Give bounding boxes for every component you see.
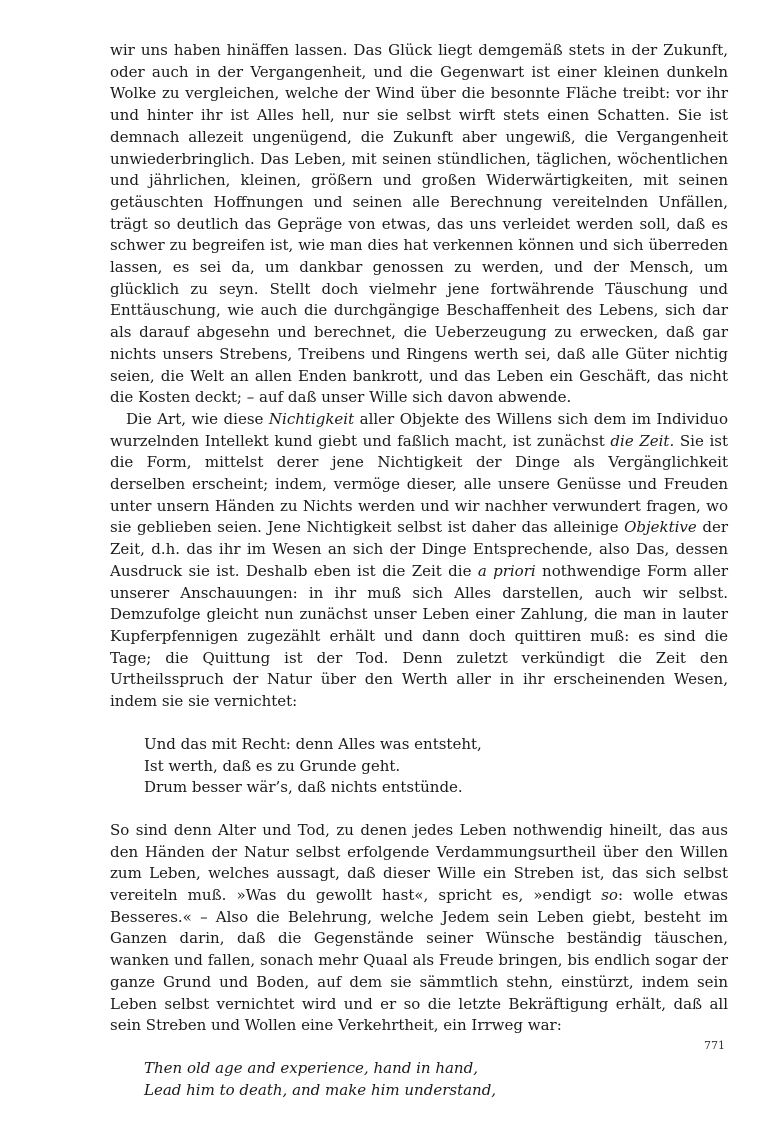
emphasis: die Zeit. [610,431,675,450]
verse-quote-english [144,1058,728,1101]
verse-quote-german [144,734,728,799]
emphasis: a priori [477,561,536,580]
paragraph-3 [110,820,728,1037]
text-span: Die Art, wie diese [126,409,269,428]
text-span: nothwendige Form aller unserer Anschauungen: in ihr muß sich Alles darstellen, auch wir selbst. Demzufolge gleicht nun zunächst unser Leben einer Zahlung, die man in lauter Kupferpfennigen zugezählt erhält und dann doch quittiren muß: es sind die Tage; die Quittung ist der Tod. Denn zuletzt verkündigt die Zeit den Urtheilsspruch der Natur über den Werth aller in ihr erscheinenden Wesen, indem sie sie vernichtet: [110,561,728,711]
verse-line: Und das mit Recht: denn Alles was entsteht, [144,734,482,753]
verse-line: Ist werth, daß es zu Grunde geht. [144,756,401,775]
emphasis: Objektive [624,518,697,537]
paragraph-2 [110,409,728,713]
emphasis: Nichtigkeit [268,409,355,428]
verse-line: Lead him to death, and make him understand, [144,1080,497,1099]
page-body [110,40,728,1122]
text-span: So sind denn Alter und Tod, zu denen jedes Leben nothwendig hineilt, das aus den Händen der Natur selbst erfolgende Verdammungsurtheil über den Willen zum Leben, welches aussagt, daß dieser Wille ein Streben ist, das sich selbst vereiteln muß. »Was du gewollt hast«, spricht es, »endigt [110,820,728,905]
text-span: : wolle etwas Besseres.« – Also die Belehrung, welche Jedem sein Leben giebt, besteht im Ganzen darin, daß die Gegenstände seiner Wünsche beständig täuschen, wanken und fallen, sonach mehr Quaal als Freude bringen, bis endlich sogar der ganze Grund und Boden, auf dem sie sämmtlich stehn, einstürzt, indem sein Leben selbst vernichtet wird und er so die letzte Bekräftigung erhält, daß all sein Streben und Wollen eine Verkehrtheit, ein Irrweg war: [110,886,728,1035]
page-number: 771 [704,1039,725,1052]
emphasis: so [601,886,618,905]
text-span: der Zeit, d.h. das ihr im Wesen an sich der Dinge Entsprechende, also Das, dessen Ausdruck sie ist. Deshalb eben ist die Zeit die [110,518,728,580]
text-span: Sie ist die Form, mittelst derer jene Nichtigkeit der Dinge als Vergänglichkeit derselben erscheint; indem, vermöge dieser, alle unsere Genüsse und Freuden unter unsern Händen zu Nichts werden und wir nachher verwundert fragen, wo sie geblieben seien. Jene Nichtigkeit selbst ist daher das alleinige [110,431,728,537]
verse-line: Then old age and experience, hand in hand, [144,1058,478,1077]
verse-line: Drum besser wär’s, daß nichts entstünde. [144,778,463,797]
paragraph-1: wir uns haben hinäffen lassen. Das Glück liegt demgemäß stets in der Zukunft, oder auch in der Vergangenheit, und die Gegenwart ist einer kleinen dunkeln Wolke zu vergleichen, welche der Wind über die besonnte Fläche treibt: vor ihr und hinter ihr ist Alles hell, nur sie selbst wirft stets einen Schatten. Sie ist demnach allezeit ungenügend, die Zukunft aber ungewiß, die Vergangenheit unwiederbringlich. Das Leben, mit seinen stündlichen, täglichen, wöchentlichen und jährlichen, kleinen, größern und großen Widerwärtigkeiten, mit seinen getäuschten Hoffnungen und seinen alle Berechnung vereitelnden Unfällen, trägt so deutlich das Gepräge von etwas, das uns verleidet werden soll, daß es schwer zu begreifen ist, wie man dies hat verkennen können und sich überreden lassen, es sei da, um dankbar genossen zu werden, und der Mensch, um glücklich zu seyn. Stellt doch vielmehr jene fortwährende Täuschung und Enttäuschung, wie auch die durchgängige Beschaffenheit des Lebens, sich dar als darauf abgesehn und berechnet, die Ueberzeugung zu erwecken, daß gar nichts unsers Strebens, Treibens und Ringens werth sei, daß alle Güter nichtig seien, die Welt an allen Enden bankrott, und das Leben ein Geschäft, das nicht die Kosten deckt; – auf daß unser Wille sich davon abwende. [110,41,728,407]
text-span: aller Objekte des Willens sich dem im Individuo wurzelnden Intellekt kund giebt und faßlich macht, ist zunächst [110,409,728,450]
